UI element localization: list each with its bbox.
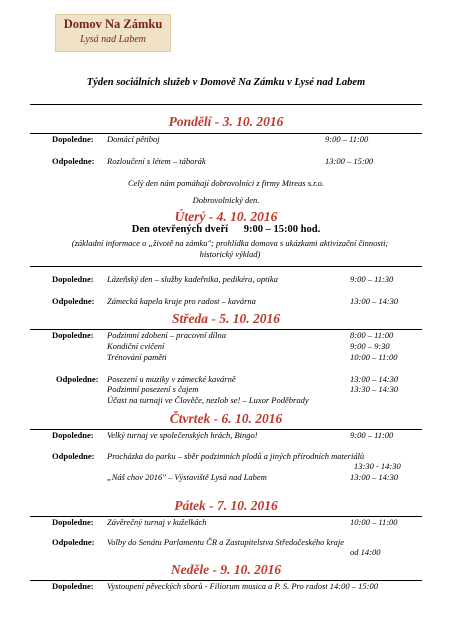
divider-tuesday (30, 266, 422, 267)
logo-title: Domov Na Zámku (63, 17, 163, 31)
event-text: Posezení u muziky v zámecké kavárně (107, 374, 236, 384)
logo (55, 14, 171, 52)
event-text: Domácí pětiboj (107, 134, 160, 144)
event-time: 13:30 – 14:30 (350, 384, 399, 394)
label-morning: Dopoledne: (52, 430, 94, 440)
divider-top (30, 104, 422, 105)
open-day-title: Den otevřených dveří 9:00 – 15:00 hod. (131, 224, 321, 235)
label-morning: Dopoledne: (52, 330, 94, 340)
note-text: Celý den nám pomáhají dobrovolníci z firmy Mireas s.r.o. (127, 178, 325, 188)
event-time: od 14:00 (350, 547, 381, 557)
event-time: 10:00 – 11:00 (350, 352, 398, 362)
label-afternoon: Odpoledne: (52, 451, 95, 461)
event-text: Účast na turnaji ve Člověče, nezlob se! – Luxor Poděbrady (107, 395, 309, 405)
event-time: 9:00 – 9:30 (350, 341, 390, 351)
event-text: Velký turnaj ve společenských hrách, Bingo! (107, 430, 258, 440)
label-afternoon: Odpoledne: (52, 296, 95, 306)
event-text: Trénování paměti (107, 352, 167, 362)
event-time: 8:00 – 11:00 (350, 330, 394, 340)
event-text: Lázeňský den – služby kadeřnika, pedikéra, optika (107, 274, 278, 284)
event-time: 13:00 – 14:30 (350, 472, 399, 482)
event-text: „Náš chov 2016" – Výstaviště Lysá nad Labem (107, 472, 267, 482)
note-text: Dobrovolnický den. (192, 195, 260, 205)
day-heading-sunday: Neděle - 9. 10. 2016 (170, 562, 282, 577)
day-heading-friday: Pátek - 7. 10. 2016 (174, 498, 278, 513)
label-morning: Dopoledne: (52, 274, 94, 284)
label-morning: Dopoledne: (52, 581, 94, 591)
event-text: Rozloučení s létem – táborák (107, 156, 206, 166)
event-time: 13:00 – 15:00 (325, 156, 374, 166)
event-time: 13:30 - 14:30 (354, 461, 401, 471)
event-time: 10:00 – 11:00 (350, 517, 398, 527)
event-time: 13:00 – 14:30 (350, 374, 399, 384)
label-afternoon: Odpoledne: (52, 537, 95, 547)
event-time: 9:00 – 11:00 (350, 430, 394, 440)
event-text: Podzimní posezení s čajem (107, 384, 199, 394)
event-time: 9:00 – 11:00 (325, 134, 369, 144)
event-text: Závěrečný turnaj v kuželkách (107, 517, 207, 527)
label-morning: Dopoledne: (52, 134, 94, 144)
event-time: 13:00 – 14:30 (350, 296, 399, 306)
day-heading-thursday: Čtvrtek - 6. 10. 2016 (169, 411, 283, 426)
event-text: Zámecká kapela kraje pro radost – kavárna (107, 296, 256, 306)
event-text: Vystoupení pěveckých sborů - Filiorum musica a P. S. Pro radost 14:00 – 15:00 (107, 581, 378, 591)
logo-subtitle: Lysá nad Labem (80, 34, 146, 45)
event-text: Kondiční cvičení (107, 341, 165, 351)
label-afternoon: Odpoledne: (52, 156, 95, 166)
event-time: 9:00 – 11:30 (350, 274, 394, 284)
event-text: Podzimní zdobení – pracovní dílna (107, 330, 226, 340)
event-text: Volby do Senátu Parlamentu ČR a Zastupitelstva Středočeského kraje (107, 537, 345, 547)
label-afternoon: Odpoledne: (56, 374, 99, 384)
day-heading-monday: Pondělí - 3. 10. 2016 (168, 114, 284, 129)
document-title: Týden sociálních služeb v Domově Na Zámku v Lysé nad Labem (86, 77, 366, 88)
label-morning: Dopoledne: (52, 517, 94, 527)
day-heading-wednesday: Středa - 5. 10. 2016 (172, 311, 280, 326)
event-text: Procházka do parku – sběr podzimních plodů a jiných přírodních materiálů (107, 451, 365, 461)
open-day-note: (základní informace o „životě na zámku"; prohlídka domova s ukázkami aktivizační činnosti; historický výklad) (71, 238, 389, 259)
day-heading-tuesday: Úterý - 4. 10. 2016 (174, 209, 278, 224)
